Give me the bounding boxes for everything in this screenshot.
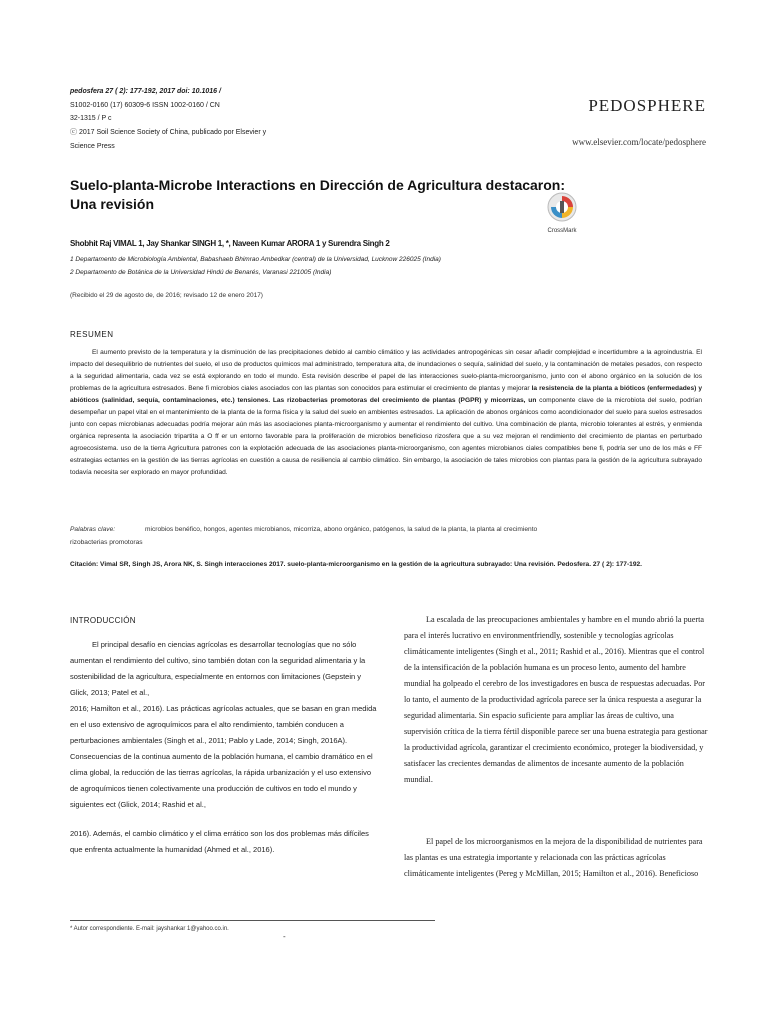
right-paragraph-2: El papel de los microorganismos en la mejora de la disponibilidad de nutrientes para las plantas es una estrategia importante y relacionada con las prácticas agrícolas climáticamente inteligentes (Pereg y McMillan, 2015; Hamilton et al., 2016). Beneficioso	[404, 837, 703, 878]
keywords-line-2: rizobacterias promotoras	[70, 539, 143, 546]
introduction-heading: INTRODUCCIÓN	[70, 616, 136, 625]
authors-line: Shobhit Raj VIMAL 1, Jay Shankar SINGH 1, *, Naveen Kumar ARORA 1 y Surendra Singh 2	[70, 239, 390, 248]
left-paragraph-3: 2016). Además, el cambio climático y el clima errático son los dos problemas más difíciles que enfrenta actualmente la humanidad (Ahmed et al., 2016).	[70, 829, 369, 854]
affiliation-1: 1 Departamento de Microbiología Ambiental, Babashaeb Bhimrao Ambedkar (central) de la Universidad, Lucknow 226025 (India)	[70, 256, 441, 263]
title-line-1: Suelo-planta-Microbe Interactions en Dirección de Agricultura destacaron:	[70, 177, 566, 193]
right-paragraph-1: La escalada de las preocupaciones ambientales y hambre en el mundo abrió la puerta para el interés lucrativo en environmentfriendly, sostenible y tecnologías agrícolas climáticamente inteligentes (Singh et al., 2011; Rashid et al., 2016). Mientras que el control de la intensificación de la población humana es un proceso lento, aumento del hambre mundial ha golpeado el cerebro de los investigadores en busca de respuestas adecuadas. Por lo tanto, el aumento de la productividad agrícola parece ser la única respuesta a asegurar la seguridad alimentaria. Sin espacio suficiente para ampliar las áreas de cultivo, una supervisión crítica de la tierra fértil disponible parece ser una buena estrategia para gestionar la productividad agrícola, garantizar el crecimiento económico, proteger la biodiversidad, y satisfacer las crecientes demandas de alimentos de incesante aumento de la población mundial.	[404, 615, 708, 784]
journal-doi-line: S1002-0160 (17) 60309-6 ISSN 1002-0160 / CN	[70, 102, 220, 109]
journal-brand: PEDOSPHERE	[588, 96, 706, 115]
right-column	[404, 612, 710, 882]
journal-url[interactable]: www.elsevier.com/locate/pedosphere	[572, 137, 706, 147]
abstract-heading: RESUMEN	[70, 330, 114, 339]
affiliation-2: 2 Departamento de Botánica de la Universidad Hindú de Benarés, Varanasi 221005 (India)	[70, 269, 332, 276]
crossmark-label: CrossMark	[547, 228, 577, 234]
corresponding-author-footnote: * Autor correspondiente. E-mail: jayshankar 1@yahoo.co.in.	[70, 926, 229, 932]
abstract-body	[70, 347, 702, 479]
abstract-part-2-bold: la resistencia de la planta a bióticos (enfermedades) y abióticos (salinidad, sequía, contaminaciones, etc.) tensiones. Las rizobacterias promotoras del crecimiento de plantas (PGPR) y micorrizas, un	[70, 385, 702, 404]
title-line-2: Una revisión	[70, 196, 155, 212]
abstract-part-1: El aumento previsto de la temperatura y la disminución de las precipitaciones debido al cambio climático y las actividades antropogénicas sin cesar añadir complejidad e incertidumbre a la agroindustria. El impacto del desequilibrio de nutrientes del suelo, el uso de productos químicos mal administrado, temperatura alta, de inundaciones o sequía, salinidad del suelo, y la contaminación de metales pesados, con respecto a la seguridad alimentaria, cada vez se está explorando en todo el mundo. Esta revisión describe el papel de las interacciones suelo-planta-microorganismo, junto con el abono orgánico en la solución de los problemas de la agricultura estresados. Bene fi microbios ciales asociados con las plantas son conocidos para estimular el crecimiento de plantas y mejorar	[70, 349, 702, 392]
crossmark-icon	[547, 192, 577, 222]
left-paragraph-1: El principal desafío en ciencias agrícolas es desarrollar tecnologías que no sólo aumentan el rendimiento del cultivo, sino también dotan con la seguridad alimentaria y la sostenibilidad de la agricultura, especialmente en entornos con limitaciones (Gepstein y Glick, 2013; Patel et al.,	[70, 640, 366, 697]
publisher-line: Science Press	[70, 143, 115, 150]
article-title	[70, 176, 590, 214]
journal-citation-line: pedosfera 27 ( 2): 177-192, 2017 doi: 10.1016 /	[70, 88, 221, 95]
copyright-line: ⓒ 2017 Soil Science Society of China, publicado por Elsevier y	[70, 129, 267, 136]
citation-line: Citación: Vimal SR, Singh JS, Arora NK, S. Singh interacciones 2017. suelo-planta-microorganismo en la gestión de la agricultura subrayado: Una revisión. Pedosfera. 27 ( 2): 177-192.	[70, 561, 642, 568]
left-column	[70, 637, 378, 858]
crossmark-badge[interactable]	[542, 192, 582, 234]
received-dates: (Recibido el 29 de agosto de, de 2016; revisado 12 de enero 2017)	[70, 292, 263, 299]
keywords-line-1: microbios benéfico, hongos, agentes microbianos, micorriza, abono orgánico, patógenos, la salud de la planta, la planta al crecimiento	[145, 526, 538, 533]
abstract-part-3: componente clave de la microbiota del suelo, podrían desempeñar un papel vital en el mantenimiento de la planta de la forma física y la salud del suelo en ambientes estresados. La aplicación de abonos orgánicos como acondicionador del suelo para suelos estresados junto con cepas microbianas adecuadas podría mejorar aún más las asociaciones planta-microorganismo y aumentar el rendimiento del cultivo. Una combinación de planta, microbio tolerantes al estrés, y enmienda orgánica representa la asociación tripartita a O ff er un entorno favorable para la proliferación de microbios beneficioso rizosfera que a su vez mejoran el rendimiento del crecimiento de plantas en perturbado agroecosistema. uso de la tierra Agricultura patrones con la explotación adecuada de las asociaciones planta-microorganismo, con agentes microbianos ciales compatibles bene fi, podría ser uno de los más e FF estrategias ectantes en la gestión de las tierras agrícolas en cuestión a causa de resiliencia al cambio climático. Sin embargo, la asociación de tales microbios con plantas para la gestión de la agricultura subrayado todavía necesita ser explorado en mayor profundidad.	[70, 397, 702, 476]
footnote-divider	[70, 920, 435, 921]
footnote-dash: -	[283, 932, 286, 941]
journal-cn-line: 32-1315 / P c	[70, 115, 112, 122]
keywords-label: Palabras clave:	[70, 526, 116, 533]
left-paragraph-2: 2016; Hamilton et al., 2016). Las prácticas agrícolas actuales, que se basan en gran medida en el uso extensivo de agroquímicos para el alto rendimiento, también conducen a perturbaciones ambientales (Singh et al., 2011; Pablo y Lade, 2014; Singh, 2016A). Consecuencias de la continua aumento de la población humana, el cambio dramático en el clima global, la reducción de las tierras agrícolas, la rápida urbanización y el uso extensivo de agroquímicos tienen colectivamente una producción de cultivos en todo el mundo y siguientes ect (Glick, 2014; Rashid et al.,	[70, 704, 377, 809]
